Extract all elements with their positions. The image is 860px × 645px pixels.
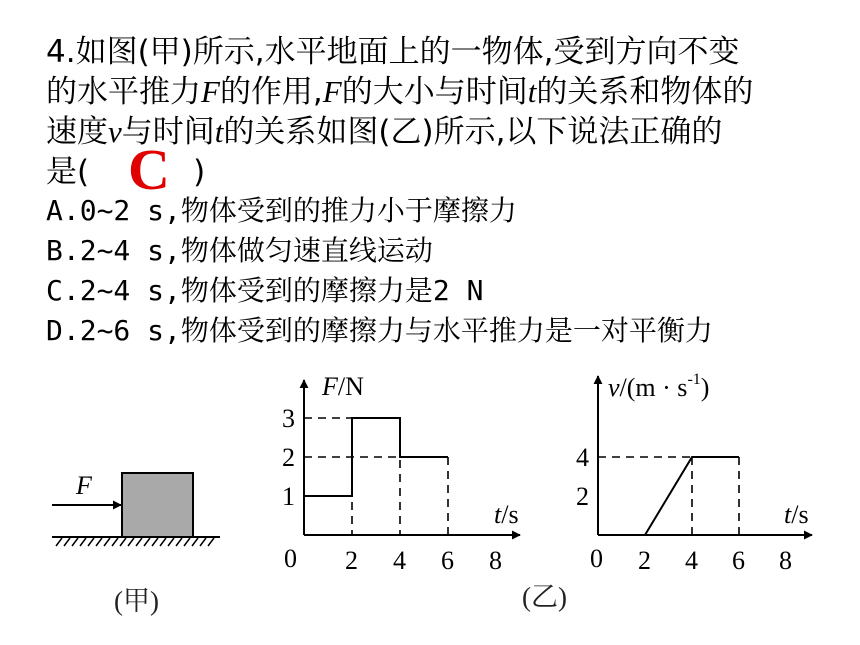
origin-label: 0 <box>590 544 603 573</box>
figure-jia <box>52 471 220 616</box>
var-v: v <box>108 114 122 149</box>
var-t: t <box>214 114 224 149</box>
y-axis-label: $v/(m \cdot s^{-1})$ <box>608 371 710 402</box>
x-tick-label: 2 <box>638 546 651 575</box>
data-series-line <box>645 457 739 535</box>
x-tick-label: 8 <box>489 546 502 575</box>
question-text-3c: 的关系如图(乙)所示,以下说法正确的 <box>223 114 723 150</box>
question-text-4b: ) <box>193 154 206 190</box>
x-tick-label: 4 <box>393 546 406 575</box>
var-F: F <box>201 74 220 109</box>
chart-force-time <box>282 372 520 575</box>
x-tick-label: 8 <box>779 546 792 575</box>
y-tick-label: 4 <box>576 443 589 472</box>
caption-jia: (甲) <box>114 586 159 616</box>
question-text-1: 4.如图(甲)所示,水平地面上的一物体,受到方向不变 <box>46 34 740 70</box>
y-axis-label: F/N <box>322 372 364 401</box>
option-d: D.2~6 s,物体受到的摩擦力与水平推力是一对平衡力 <box>46 314 713 347</box>
option-c: C.2~4 s,物体受到的摩擦力是2 N <box>46 274 484 307</box>
x-tick-label: 2 <box>345 546 358 575</box>
x-axis-label: t/s <box>784 500 809 529</box>
x-tick-label: 6 <box>441 546 454 575</box>
y-tick-label: 2 <box>282 443 295 472</box>
question-text-3a: 速度 <box>46 114 108 150</box>
y-tick-label: 3 <box>282 404 295 433</box>
y-tick-label: 2 <box>576 482 589 511</box>
force-label: F <box>76 471 92 500</box>
answer-mark: C <box>128 137 170 202</box>
question-text-2c: 的大小与时间 <box>341 74 528 110</box>
block-object <box>122 473 193 537</box>
ground-hatch <box>56 538 214 546</box>
x-tick-label: 6 <box>732 546 745 575</box>
question-text-2a: 的水平推力 <box>46 74 201 110</box>
caption-yi: (乙) <box>522 582 567 612</box>
var-F: F <box>322 74 342 109</box>
y-tick-label: 1 <box>282 482 295 511</box>
question-text-4a: 是( <box>46 154 90 190</box>
question-text-2b: 的作用, <box>219 74 323 110</box>
x-tick-label: 4 <box>685 546 698 575</box>
var-t: t <box>527 74 537 109</box>
chart-velocity-time <box>576 371 812 575</box>
question-text-2d: 的关系和物体的 <box>536 74 754 110</box>
option-a: A.0~2 s,物体受到的推力小于摩擦力 <box>46 194 517 227</box>
x-axis-label: t/s <box>494 500 519 529</box>
option-b: B.2~4 s,物体做匀速直线运动 <box>46 234 433 267</box>
origin-label: 0 <box>284 544 297 573</box>
question-text-3b: 与时间 <box>121 114 215 150</box>
